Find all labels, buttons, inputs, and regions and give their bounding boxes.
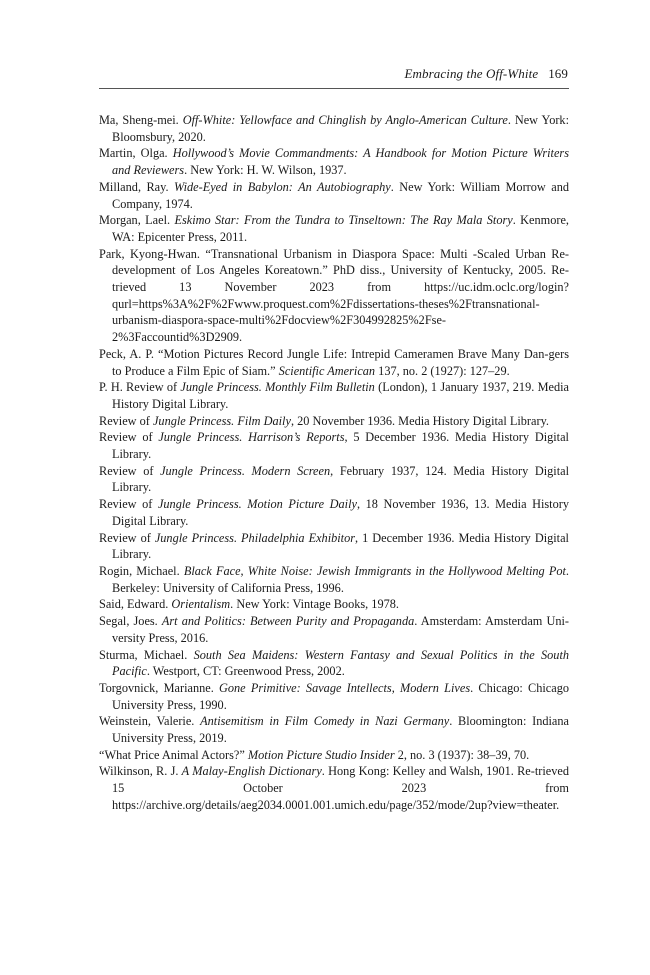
entry-title: Jungle Princess. Harrison’s Reports [158, 430, 345, 445]
entry-title: Gone Primitive: Savage Intellects, Modern Lives [219, 680, 471, 695]
bibliography-entry [99, 463, 569, 496]
entry-text: . Westport, CT: Greenwood Press, 2002. [146, 664, 345, 679]
entry-text: 2, no. 3 (1937): 38–39, 70. [394, 747, 530, 762]
entry-title: Orientalism [171, 597, 231, 612]
bibliography-entry [99, 379, 569, 412]
header-rule [99, 88, 569, 89]
entry-text: Morgan, Lael. [99, 213, 175, 228]
running-title: Embracing the Off-White [404, 66, 539, 81]
bibliography-entry [99, 112, 569, 145]
running-head [404, 66, 568, 82]
entry-text: Review of [99, 430, 159, 445]
page-number: 169 [548, 66, 568, 81]
entry-text: . Bloomington: Indiana University Press, 2019. [112, 714, 569, 746]
entry-title: Motion Picture Studio Insider [247, 747, 395, 762]
entry-text: . Kenmore, WA: Epicenter Press, 2011. [112, 213, 569, 244]
entry-title: Jungle Princess. Motion Picture Daily [157, 497, 357, 512]
entry-text: Review of [99, 463, 161, 478]
entry-text: Said, Edward. [99, 597, 172, 612]
entry-text: . Berkeley: University of California Press, 1996. [112, 563, 569, 595]
entry-text: Review of [99, 413, 153, 428]
entry-title: A Malay-English Dictionary [181, 764, 322, 779]
entry-title: South Sea Maidens: Western Fantasy and Sexual Politics in the South Pacific [112, 647, 570, 679]
entry-text: Segal, Joes. [99, 614, 162, 629]
bibliography-entry [99, 530, 569, 563]
bibliography-entry [99, 496, 569, 529]
entry-text: . Chicago: Chicago University Press, 1990. [112, 680, 569, 712]
entry-text: . New York: H. W. Wilson, 1937. [184, 163, 347, 178]
bibliography-list [99, 112, 569, 814]
entry-text: , 5 December 1936. Media History Digital Library. [112, 430, 569, 462]
bibliography-entry [99, 413, 569, 430]
bibliography-entry [99, 429, 569, 462]
entry-title: Jungle Princess. Modern Screen [160, 463, 331, 478]
entry-text: Park, Kyong-Hwan. “Transnational Urbanism in Diaspora Space: Multi -Scaled Urban Re-development of Los Angeles Koreatown.” PhD diss., University of Kentucky, 2005. Re-trieved 13 November 2023 from https://uc.idm.oclc.org/login?qurl=https%3A%2F%2Fwww.proquest.com%2Fdissertations-theses%2Ftransnational-urbanism-diaspora-space-multi%2Fdocview%2F304992825%2Fse-2%3Faccountid%3D2909. [99, 246, 569, 345]
entry-text: , 18 November 1936, 13. Media History Digital Library. [112, 497, 569, 528]
entry-title: Black Face, White Noise: Jewish Immigrants in the Hollywood Melting Pot [183, 563, 566, 578]
entry-text: 137, no. 2 (1927): 127–29. [375, 363, 510, 378]
bibliography-entry [99, 212, 569, 245]
entry-text: Review of [99, 530, 155, 545]
entry-text: Wilkinson, R. J. [99, 764, 182, 779]
bibliography-entry [99, 713, 569, 746]
entry-title: Scientific American [278, 363, 376, 378]
entry-title: Jungle Princess. Monthly Film Bulletin [180, 380, 375, 395]
entry-text: “What Price Animal Actors?” [99, 747, 248, 762]
entry-text: . New York: Vintage Books, 1978. [230, 597, 399, 612]
entry-title: Art and Politics: Between Purity and Propaganda [161, 614, 415, 629]
bibliography-entry [99, 179, 569, 212]
entry-text: Peck, A. P. “Motion Pictures Record Jungle Life: Intrepid Cameramen Brave Many Dan-gers to Produce a Film Epic of Siam.” [99, 346, 569, 378]
bibliography-entry [99, 145, 569, 178]
bibliography-entry [99, 346, 569, 379]
entry-title: Jungle Princess. Film Daily [152, 413, 291, 428]
bibliography-entry [99, 563, 569, 596]
entry-text: Rogin, Michael. [99, 563, 184, 578]
entry-text: Ma, Sheng-mei. [99, 113, 183, 127]
entry-text: . Amsterdam: Amsterdam Uni-versity Press, 2016. [112, 614, 570, 645]
entry-text: , 20 November 1936. Media History Digital Library. [290, 413, 550, 428]
entry-text: . Hong Kong: Kelley and Walsh, 1901. Re-trieved 15 October 2023 from https://archive.org/details/aeg2034.0001.001.umich.edu/page/352/mode/2up?view=theater. [112, 764, 569, 812]
entry-title: Off-White: Yellowface and Chinglish by Anglo-American Culture [182, 113, 508, 127]
bibliography-entry [99, 747, 569, 764]
bibliography-entry [99, 613, 569, 646]
entry-text: Weinstein, Valerie. [99, 714, 201, 729]
entry-title: Eskimo Star: From the Tundra to Tinseltown: The Ray Mala Story [174, 213, 513, 228]
bibliography-entry [99, 763, 569, 813]
entry-text: Torgovnick, Marianne. [99, 680, 219, 695]
entry-text: Martin, Olga. [99, 146, 173, 161]
entry-text: (London), 1 January 1937, 219. Media History Digital Library. [112, 380, 569, 411]
bibliography-entry [99, 647, 569, 680]
entry-text: P. H. Review of [99, 380, 181, 395]
entry-text: Review of [99, 497, 158, 512]
entry-text: Sturma, Michael. [99, 647, 194, 662]
bibliography-entry [99, 680, 569, 713]
entry-text: , 1 December 1936. Media History Digital Library. [112, 530, 569, 562]
entry-text: Milland, Ray. [99, 179, 175, 194]
entry-title: Jungle Princess. Philadelphia Exhibitor [154, 530, 356, 545]
entry-text: , February 1937, 124. Media History Digital Library. [112, 463, 569, 495]
entry-title: Antisemitism in Film Comedy in Nazi Germany [200, 714, 450, 729]
entry-title: Hollywood’s Movie Commandments: A Handbook for Motion Picture Writers and Reviewers [112, 146, 569, 178]
entry-text: . New York: William Morrow and Company, 1974. [112, 179, 569, 211]
entry-text: . New York: Bloomsbury, 2020. [112, 113, 570, 144]
entry-title: Wide-Eyed in Babylon: An Autobiography [174, 179, 391, 194]
bibliography-entry [99, 596, 569, 613]
bibliography-entry [99, 246, 569, 346]
